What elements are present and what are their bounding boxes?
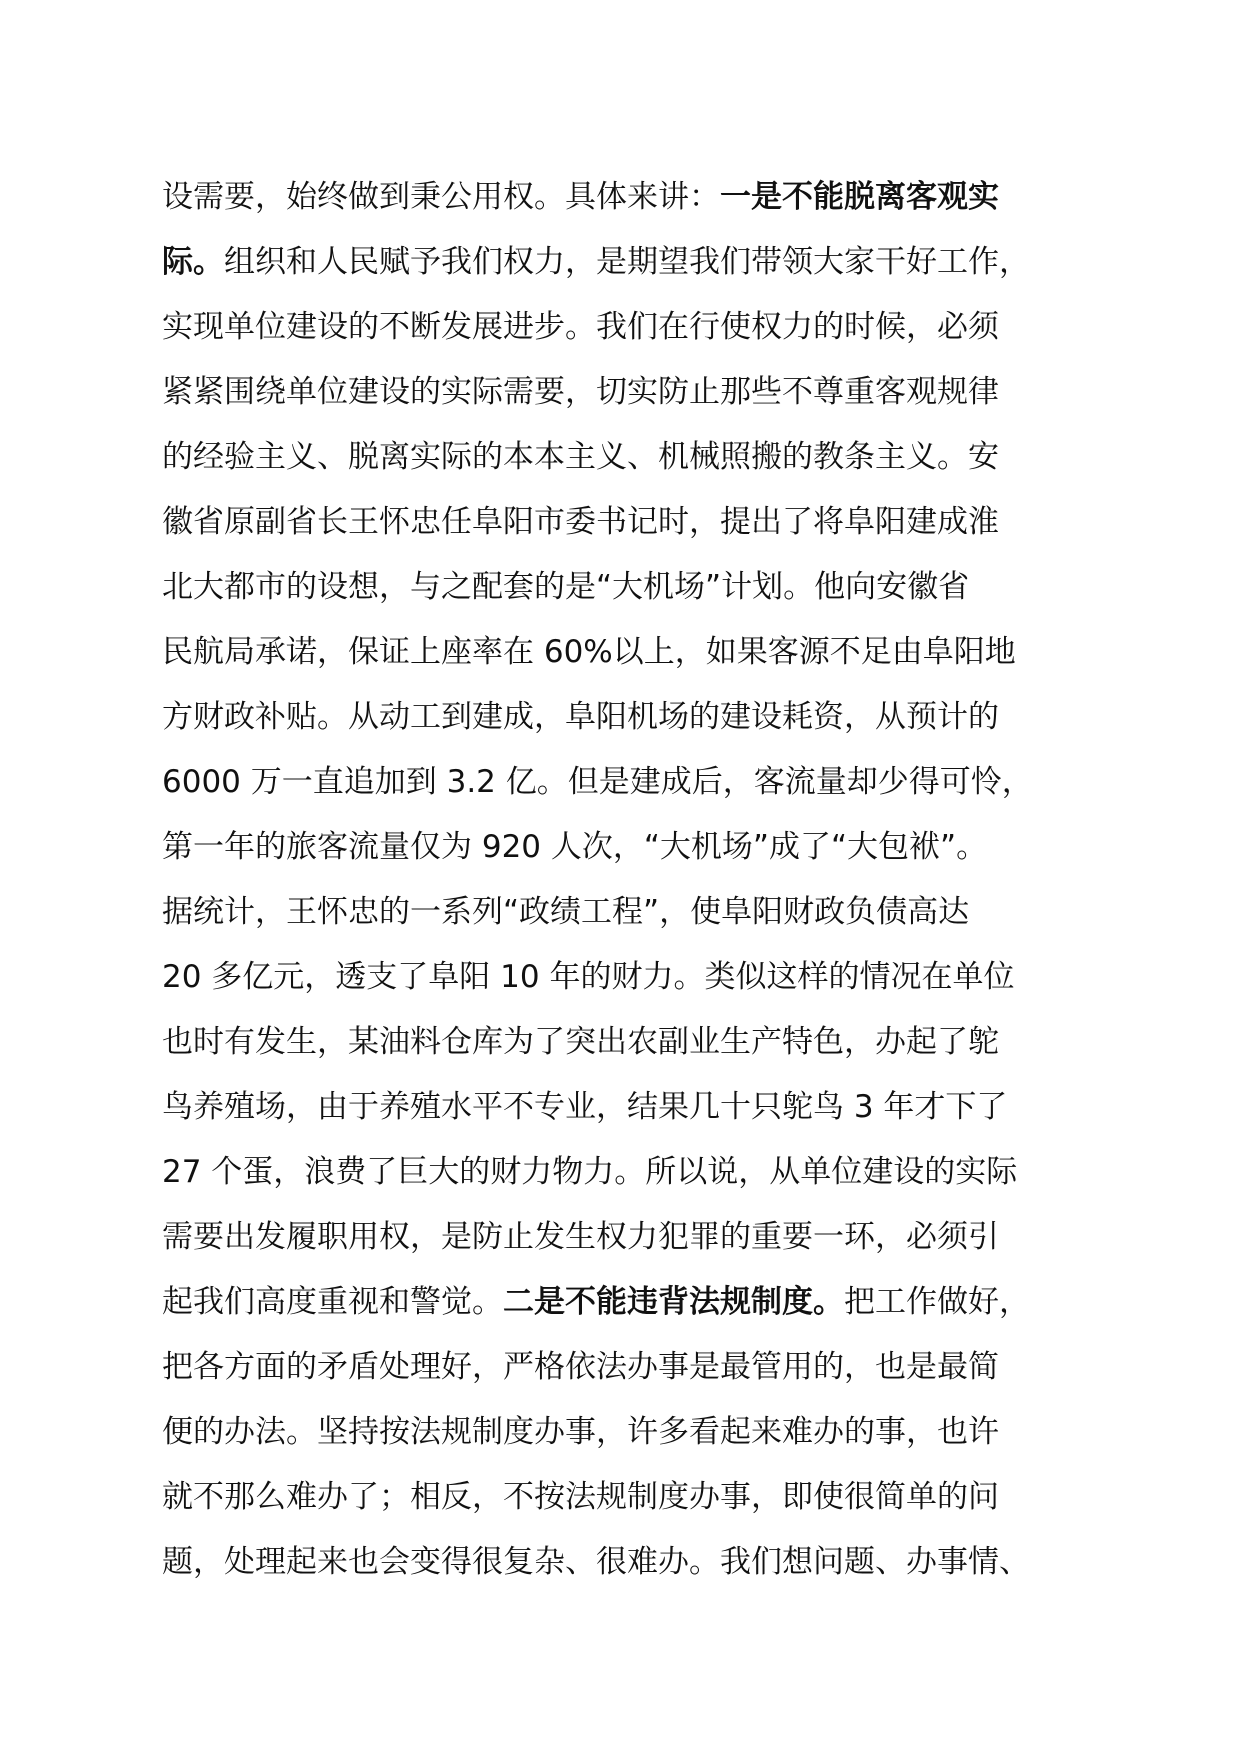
text-line [162, 1075, 1122, 1140]
text-segment: 徽省原副省长王怀忠任阜阳市委书记时，提出了将阜阳建成淮 [162, 504, 999, 540]
body-text [162, 165, 1122, 1595]
text-line [162, 1010, 1122, 1075]
bold-heading-text: 一是不能脱离客观实 [720, 179, 999, 215]
text-line [162, 295, 1122, 360]
text-line [162, 1530, 1122, 1595]
text-line [162, 1400, 1122, 1465]
text-line [162, 1270, 1122, 1335]
text-segment: 也时有发生，某油料仓库为了突出农副业生产特色，办起了鸵 [162, 1024, 999, 1060]
text-segment: 北大都市的设想，与之配套的是“大机场”计划。他向安徽省 [162, 569, 970, 605]
text-segment: 题，处理起来也会变得很复杂、很难办。我们想问题、办事情、 [162, 1544, 1030, 1580]
text-line [162, 165, 1122, 230]
bold-heading-text: 际。 [162, 244, 224, 280]
text-segment: 组织和人民赋予我们权力，是期望我们带领大家干好工作， [224, 244, 1030, 280]
text-segment: 鸟养殖场，由于养殖水平不专业，结果几十只鸵鸟 3 年才下了 [162, 1089, 1008, 1125]
text-line [162, 230, 1122, 295]
text-line [162, 1335, 1122, 1400]
text-segment: 民航局承诺，保证上座率在 60%以上，如果客源不足由阜阳地 [162, 634, 1016, 670]
text-segment: 便的办法。坚持按法规制度办事，许多看起来难办的事，也许 [162, 1414, 999, 1450]
text-line [162, 750, 1122, 815]
text-line [162, 815, 1122, 880]
text-segment: 的经验主义、脱离实际的本本主义、机械照搬的教条主义。安 [162, 439, 999, 475]
text-segment: 紧紧围绕单位建设的实际需要，切实防止那些不尊重客观规律 [162, 374, 999, 410]
text-segment: 第一年的旅客流量仅为 920 人次，“大机场”成了“大包袱”。 [162, 829, 988, 865]
text-line [162, 620, 1122, 685]
bold-heading-text: 二是不能违背法规制度。 [503, 1284, 844, 1320]
text-segment: 就不那么难办了；相反，不按法规制度办事，即使很简单的问 [162, 1479, 999, 1515]
text-segment: 把工作做好， [844, 1284, 1030, 1320]
text-segment: 20 多亿元，透支了阜阳 10 年的财力。类似这样的情况在单位 [162, 959, 1015, 995]
text-segment: 方财政补贴。从动工到建成，阜阳机场的建设耗资，从预计的 [162, 699, 999, 735]
text-line [162, 1140, 1122, 1205]
text-line [162, 1205, 1122, 1270]
text-line [162, 555, 1122, 620]
text-segment: 把各方面的矛盾处理好，严格依法办事是最管用的，也是最简 [162, 1349, 999, 1385]
text-segment: 起我们高度重视和警觉。 [162, 1284, 503, 1320]
text-segment: 6000 万一直追加到 3.2 亿。但是建成后，客流量却少得可怜， [162, 764, 1033, 800]
text-segment: 实现单位建设的不断发展进步。我们在行使权力的时候，必须 [162, 309, 999, 345]
text-line [162, 490, 1122, 555]
text-line [162, 880, 1122, 945]
text-segment: 据统计，王怀忠的一系列“政绩工程”，使阜阳财政负债高达 [162, 894, 970, 930]
text-line [162, 945, 1122, 1010]
text-line [162, 685, 1122, 750]
text-line [162, 425, 1122, 490]
text-line [162, 1465, 1122, 1530]
text-segment: 27 个蛋，浪费了巨大的财力物力。所以说，从单位建设的实际 [162, 1154, 1018, 1190]
text-segment: 设需要，始终做到秉公用权。具体来讲： [162, 179, 720, 215]
text-line [162, 360, 1122, 425]
text-segment: 需要出发履职用权，是防止发生权力犯罪的重要一环，必须引 [162, 1219, 999, 1255]
